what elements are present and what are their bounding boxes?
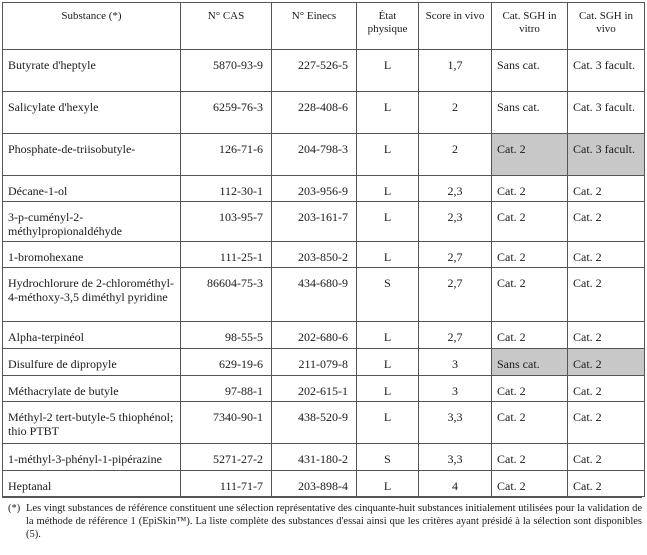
cell-substance: Décane-1-ol (3, 176, 181, 202)
cell-substance: 3-p-cuményl-2-méthylpropionaldéhyde (3, 202, 181, 242)
table-row (3, 92, 645, 134)
table-row (3, 242, 645, 268)
cell-etat: L (357, 322, 419, 349)
cell-score: 4 (419, 471, 492, 497)
cell-substance: 1-bromohexane (3, 242, 181, 268)
table-row (3, 471, 645, 497)
cell-etat: L (357, 402, 419, 444)
table-row (3, 268, 645, 322)
cell-vivo: Cat. 2 (568, 349, 645, 376)
cell-cas: 86604-75-3 (181, 268, 272, 322)
cell-score: 2,7 (419, 242, 492, 268)
cell-etat: L (357, 50, 419, 92)
cell-vitro: Cat. 2 (492, 268, 568, 322)
cell-vivo: Cat. 2 (568, 242, 645, 268)
cell-vivo: Cat. 2 (568, 268, 645, 322)
header-cas: N° CAS (181, 3, 272, 50)
cell-substance: Phosphate-de-triisobutyle- (3, 134, 181, 176)
cell-etat: L (357, 471, 419, 497)
cell-etat: L (357, 202, 419, 242)
cell-cas: 103-95-7 (181, 202, 272, 242)
cell-cas: 97-88-1 (181, 376, 272, 402)
cell-etat: L (357, 349, 419, 376)
cell-einecs: 203-850-2 (272, 242, 357, 268)
cell-etat: L (357, 176, 419, 202)
cell-vitro: Cat. 2 (492, 242, 568, 268)
cell-vitro: Cat. 2 (492, 402, 568, 444)
cell-vitro: Cat. 2 (492, 202, 568, 242)
cell-score: 2 (419, 92, 492, 134)
table-row (3, 202, 645, 242)
cell-score: 3 (419, 349, 492, 376)
cell-vitro: Cat. 2 (492, 376, 568, 402)
cell-etat: L (357, 376, 419, 402)
table-row (3, 349, 645, 376)
cell-einecs: 204-798-3 (272, 134, 357, 176)
cell-cas: 5870-93-9 (181, 50, 272, 92)
table-header-row (3, 3, 645, 50)
cell-vivo: Cat. 3 facult. (568, 92, 645, 134)
cell-substance: Méthyl-2 tert-butyle-5 thiophénol; thio PTBT (3, 402, 181, 444)
cell-cas: 5271-27-2 (181, 444, 272, 471)
cell-cas: 112-30-1 (181, 176, 272, 202)
cell-einecs: 203-898-4 (272, 471, 357, 497)
cell-vitro: Sans cat. (492, 349, 568, 376)
header-substance: Substance (*) (3, 3, 181, 50)
table-row (3, 376, 645, 402)
cell-cas: 7340-90-1 (181, 402, 272, 444)
cell-score: 1,7 (419, 50, 492, 92)
cell-vivo: Cat. 2 (568, 402, 645, 444)
table-row (3, 176, 645, 202)
header-einecs: N° Einecs (272, 3, 357, 50)
cell-substance: Disulfure de dipropyle (3, 349, 181, 376)
table-row (3, 444, 645, 471)
cell-vivo: Cat. 2 (568, 471, 645, 497)
cell-vivo: Cat. 2 (568, 176, 645, 202)
footnote-mark: (*) (8, 503, 21, 514)
cell-vivo: Cat. 2 (568, 444, 645, 471)
cell-vitro: Cat. 2 (492, 176, 568, 202)
reference-substances-table-container (2, 2, 644, 497)
cell-einecs: 202-680-6 (272, 322, 357, 349)
cell-einecs: 228-408-6 (272, 92, 357, 134)
cell-score: 2,7 (419, 322, 492, 349)
cell-score: 3 (419, 376, 492, 402)
cell-etat: S (357, 444, 419, 471)
cell-substance: Butyrate d'heptyle (3, 50, 181, 92)
cell-substance: Alpha-terpinéol (3, 322, 181, 349)
cell-vitro: Sans cat. (492, 50, 568, 92)
cell-cas: 111-25-1 (181, 242, 272, 268)
cell-cas: 629-19-6 (181, 349, 272, 376)
header-score: Score in vivo (419, 3, 492, 50)
footnote-text: Les vingt substances de référence constituent une sélection représentative des cinquante-huit substances initialement utilisées pour la validation de la méthode de référence 1 (EpiSkin™). La liste complète des substances d'essai ainsi que les critères ayant présidé à la sélection sont disponibles (5). (26, 503, 642, 540)
cell-score: 2,3 (419, 176, 492, 202)
cell-einecs: 203-956-9 (272, 176, 357, 202)
cell-vivo: Cat. 3 facult. (568, 50, 645, 92)
cell-vitro: Cat. 2 (492, 134, 568, 176)
cell-cas: 111-71-7 (181, 471, 272, 497)
cell-score: 2,3 (419, 202, 492, 242)
header-vitro: Cat. SGH in vitro (492, 3, 568, 50)
header-vivo: Cat. SGH in vivo (568, 3, 645, 50)
cell-einecs: 211-079-8 (272, 349, 357, 376)
cell-vivo: Cat. 3 facult. (568, 134, 645, 176)
cell-score: 3,3 (419, 402, 492, 444)
cell-score: 2 (419, 134, 492, 176)
cell-substance: Heptanal (3, 471, 181, 497)
table-row (3, 322, 645, 349)
footnote (2, 497, 642, 541)
cell-einecs: 203-161-7 (272, 202, 357, 242)
table-row (3, 134, 645, 176)
cell-etat: L (357, 242, 419, 268)
cell-vitro: Cat. 2 (492, 471, 568, 497)
cell-vitro: Sans cat. (492, 92, 568, 134)
cell-cas: 126-71-6 (181, 134, 272, 176)
cell-etat: L (357, 134, 419, 176)
cell-cas: 98-55-5 (181, 322, 272, 349)
cell-substance: Hydrochlorure de 2-chlorométhyl-4-méthoxy-3,5 diméthyl pyridine (3, 268, 181, 322)
cell-vivo: Cat. 2 (568, 202, 645, 242)
cell-einecs: 227-526-5 (272, 50, 357, 92)
cell-substance: 1-méthyl-3-phényl-1-pipérazine (3, 444, 181, 471)
cell-vitro: Cat. 2 (492, 322, 568, 349)
cell-substance: Méthacrylate de butyle (3, 376, 181, 402)
table-row (3, 50, 645, 92)
cell-etat: S (357, 268, 419, 322)
cell-substance: Salicylate d'hexyle (3, 92, 181, 134)
table-row (3, 402, 645, 444)
cell-einecs: 431-180-2 (272, 444, 357, 471)
cell-einecs: 438-520-9 (272, 402, 357, 444)
reference-substances-table (2, 2, 645, 497)
cell-score: 3,3 (419, 444, 492, 471)
cell-cas: 6259-76-3 (181, 92, 272, 134)
table-body (3, 50, 645, 497)
cell-vitro: Cat. 2 (492, 444, 568, 471)
cell-score: 2,7 (419, 268, 492, 322)
header-etat: État physique (357, 3, 419, 50)
cell-einecs: 434-680-9 (272, 268, 357, 322)
cell-einecs: 202-615-1 (272, 376, 357, 402)
cell-vivo: Cat. 2 (568, 322, 645, 349)
cell-etat: L (357, 92, 419, 134)
cell-vivo: Cat. 2 (568, 376, 645, 402)
